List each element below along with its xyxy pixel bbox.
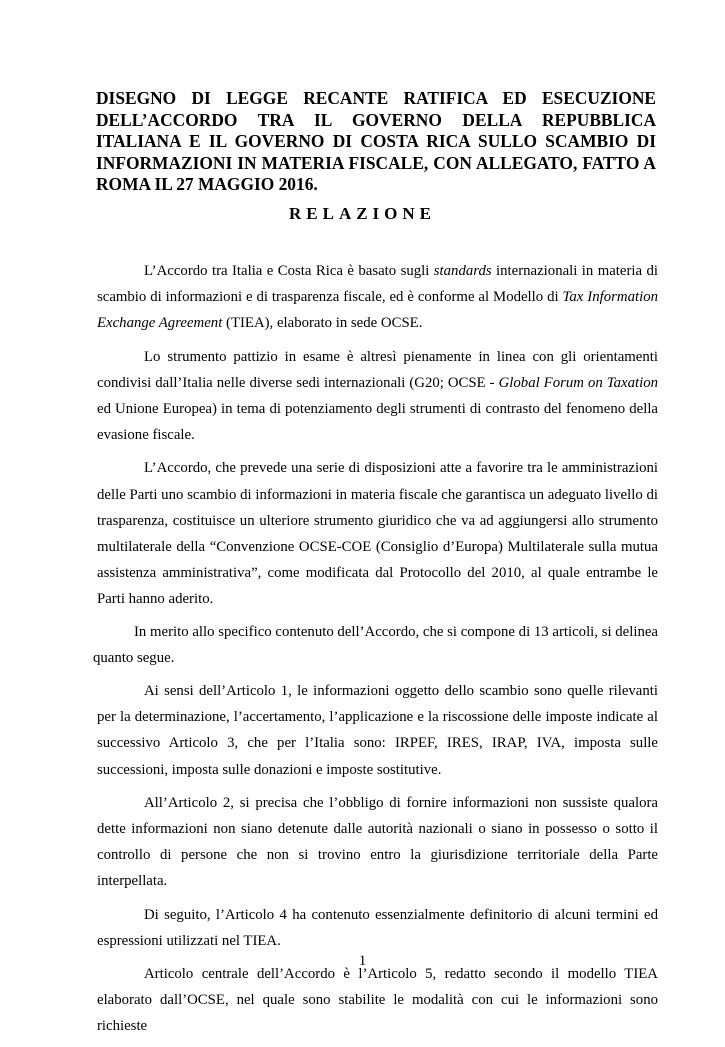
page-number: 1 bbox=[358, 953, 367, 969]
section-heading: RELAZIONE bbox=[288, 204, 437, 223]
paragraph-7: Di seguito, l’Articolo 4 ha contenuto essenzialmente definitorio di alcuni termini ed espressioni utilizzati nel TIEA. bbox=[97, 906, 658, 949]
paragraph-2-text-c: ed Unione Europea) in tema di potenziamento degli strumenti di contrasto del fenomeno della evasione fiscale. bbox=[97, 401, 658, 444]
paragraph-4: In merito allo specifico contenuto dell’Accordo, che si compone di 13 articoli, si delinea quanto segue. bbox=[93, 623, 658, 666]
paragraph-2-text-a: Lo strumento pattizio in esame è altresì pienamente in linea con gli orientamenti condivisi dall’Italia nelle diverse sedi internazionali (G20; OCSE - bbox=[97, 348, 658, 391]
paragraph-6: All’Articolo 2, si precisa che l’obbligo di fornire informazioni non sussiste qualora dette informazioni non siano detenute dalle autorità nazionali o siano in possesso o sotto il controllo di persone che non si trovino entro la giurisdizione territoriale della Parte interpellata. bbox=[97, 794, 658, 890]
paragraph-1-italic-standards: standards bbox=[433, 263, 492, 279]
document-body bbox=[93, 258, 658, 1047]
paragraph-1-text-a: L’Accordo tra Italia e Costa Rica è basato sugli bbox=[144, 263, 434, 279]
paragraph-1-italic-tiea: Tax Information Exchange Agreement bbox=[97, 289, 658, 332]
paragraph-1 bbox=[97, 258, 658, 337]
paragraph-2-italic-global-forum: Global Forum on Taxation bbox=[498, 374, 658, 391]
paragraph-3: L’Accordo, che prevede una serie di disposizioni atte a favorire tra le amministrazioni delle Parti uno scambio di informazioni in materia fiscale che garantisca un adeguato livello di trasparenza, costituisce un ulteriore strumento giuridico che va ad aggiungersi allo strumento multilaterale della “Convenzione OCSE-COE (Consiglio d’Europa) Multilaterale sulla mutua assistenza amministrativa”, come modificata dal Protocollo del 2010, al quale entrambe le Parti hanno aderito. bbox=[97, 460, 658, 608]
paragraph-1-text-e: (TIEA), elaborato in sede OCSE. bbox=[222, 315, 423, 332]
paragraph-5: Ai sensi dell’Articolo 1, le informazioni oggetto dello scambio sono quelle rilevanti per la determinazione, l’accertamento, l’applicazione e la riscossione delle imposte indicate al successivo Articolo 3, che per l’Italia sono: IRPEF, IRES, IRAP, IVA, imposta sulle successioni, imposta sulle donazioni e imposte sostitutive. bbox=[97, 683, 658, 778]
paragraph-2 bbox=[97, 344, 658, 449]
paragraph-1-text-c: internazionali in materia di scambio di informazioni e di trasparenza fiscale, ed è conforme al Modello di bbox=[97, 263, 658, 306]
paragraph-8: Articolo centrale dell’Accordo è l’Articolo 5, redatto secondo il modello TIEA elaborato dall’OCSE, nel quale sono stabilite le modalità con cui le informazioni sono richieste bbox=[97, 966, 658, 1035]
document-title: DISEGNO DI LEGGE RECANTE RATIFICA ED ESECUZIONE DELL’ACCORDO TRA IL GOVERNO DELLA REPUBBLICA ITALIANA E IL GOVERNO DI COSTA RICA SULLO SCAMBIO DI INFORMAZIONI IN MATERIA FISCALE, CON ALLEGATO, FATTO A ROMA IL 27 MAGGIO 2016. bbox=[96, 88, 656, 194]
